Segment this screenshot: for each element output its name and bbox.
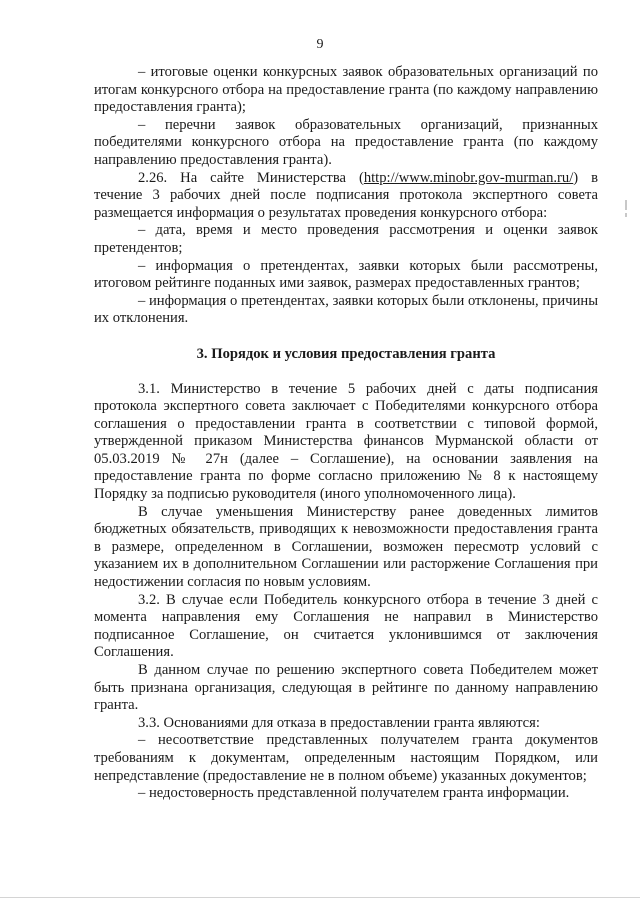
paragraph-clause-2-26 <box>94 170 598 223</box>
paragraph-limits-reduction: В случае уменьшения Министерству ранее доведенных лимитов бюджетных обязательств, приводящих к невозможности предоставления гранта в размере, определенном в Соглашении, возможен пересмотр условий с указанием их в дополнительном Соглашении или расторжение Соглашения при недостижении согласия по новым условиям. <box>94 503 598 591</box>
paragraph-clause-3-3: 3.3. Основаниями для отказа в предоставлении гранта являются: <box>138 714 540 731</box>
scan-bottom-edge <box>0 897 640 898</box>
scan-artifact-mark <box>625 213 627 217</box>
paragraph-unreliable-info: – недостоверность представленной получателем гранта информации. <box>138 785 570 802</box>
clause-2-26-tail: ) в течение 3 рабочих дней после подписания протокола экспертного совета размещается информация о результатах проведения конкурсного отбора: <box>94 169 598 221</box>
page-number: 9 <box>316 37 324 52</box>
paragraph-reviewed-applicants: – информация о претендентах, заявки которых были рассмотрены, итоговом рейтинге поданных ими заявок, размерах предоставленных грантов; <box>94 257 598 292</box>
paragraph-winners-lists: – перечни заявок образовательных организаций, признанных победителями конкурсного отбора на предоставление гранта (по каждому направлению предоставления гранта). <box>94 116 598 168</box>
paragraph-clause-3-1: 3.1. Министерство в течение 5 рабочих дней с даты подписания протокола экспертного совета заключает с Победителями конкурсного отбора соглашения о предоставлении гранта в соответствии с типовой формой, утвержденной приказом Министерства финансов Мурманской области от 05.03.2019 № 27н (далее – Соглашение), на основании заявления на предоставление гранта по форме согласно приложению № 8 к настоящему Порядку за подписью руководителя (иного уполномоченного лица). <box>94 380 598 503</box>
paragraph-review-date-place: – дата, время и место проведения рассмотрения и оценки заявок претендентов; <box>94 222 598 256</box>
paragraph-final-assessments: – итоговые оценки конкурсных заявок образовательных организаций по итогам конкурсного отбора на предоставление гранта (по каждому направлению предоставления гранта); <box>94 64 598 116</box>
paragraph-documents-mismatch: – несоответствие представленных получателем гранта документов требованиям к документам, определенным настоящим Порядком, или непредставление (предоставление не в полном объеме) указанных документов; <box>94 732 598 784</box>
paragraph-rejected-applicants: – информация о претендентах, заявки которых были отклонены, причины их отклонения. <box>94 292 598 327</box>
ministry-site-link[interactable]: http://www.minobr.gov-murman.ru/ <box>363 169 574 186</box>
paragraph-clause-3-2: 3.2. В случае если Победитель конкурсного отбора в течение 3 дней с момента направления ему Соглашения не направил в Министерство подписанное Соглашение, он считается уклонившимся от заключения Соглашения. <box>94 591 598 661</box>
section-heading: 3. Порядок и условия предоставления гранта <box>196 345 496 362</box>
paragraph-next-in-rating: В данном случае по решению экспертного совета Победителем может быть признана организация, следующая в рейтинге по данному направлению гранта. <box>94 662 598 714</box>
document-body <box>94 64 598 803</box>
clause-2-26-lead: 2.26. На сайте Министерства ( <box>138 169 364 186</box>
scan-artifact-mark <box>625 200 627 210</box>
